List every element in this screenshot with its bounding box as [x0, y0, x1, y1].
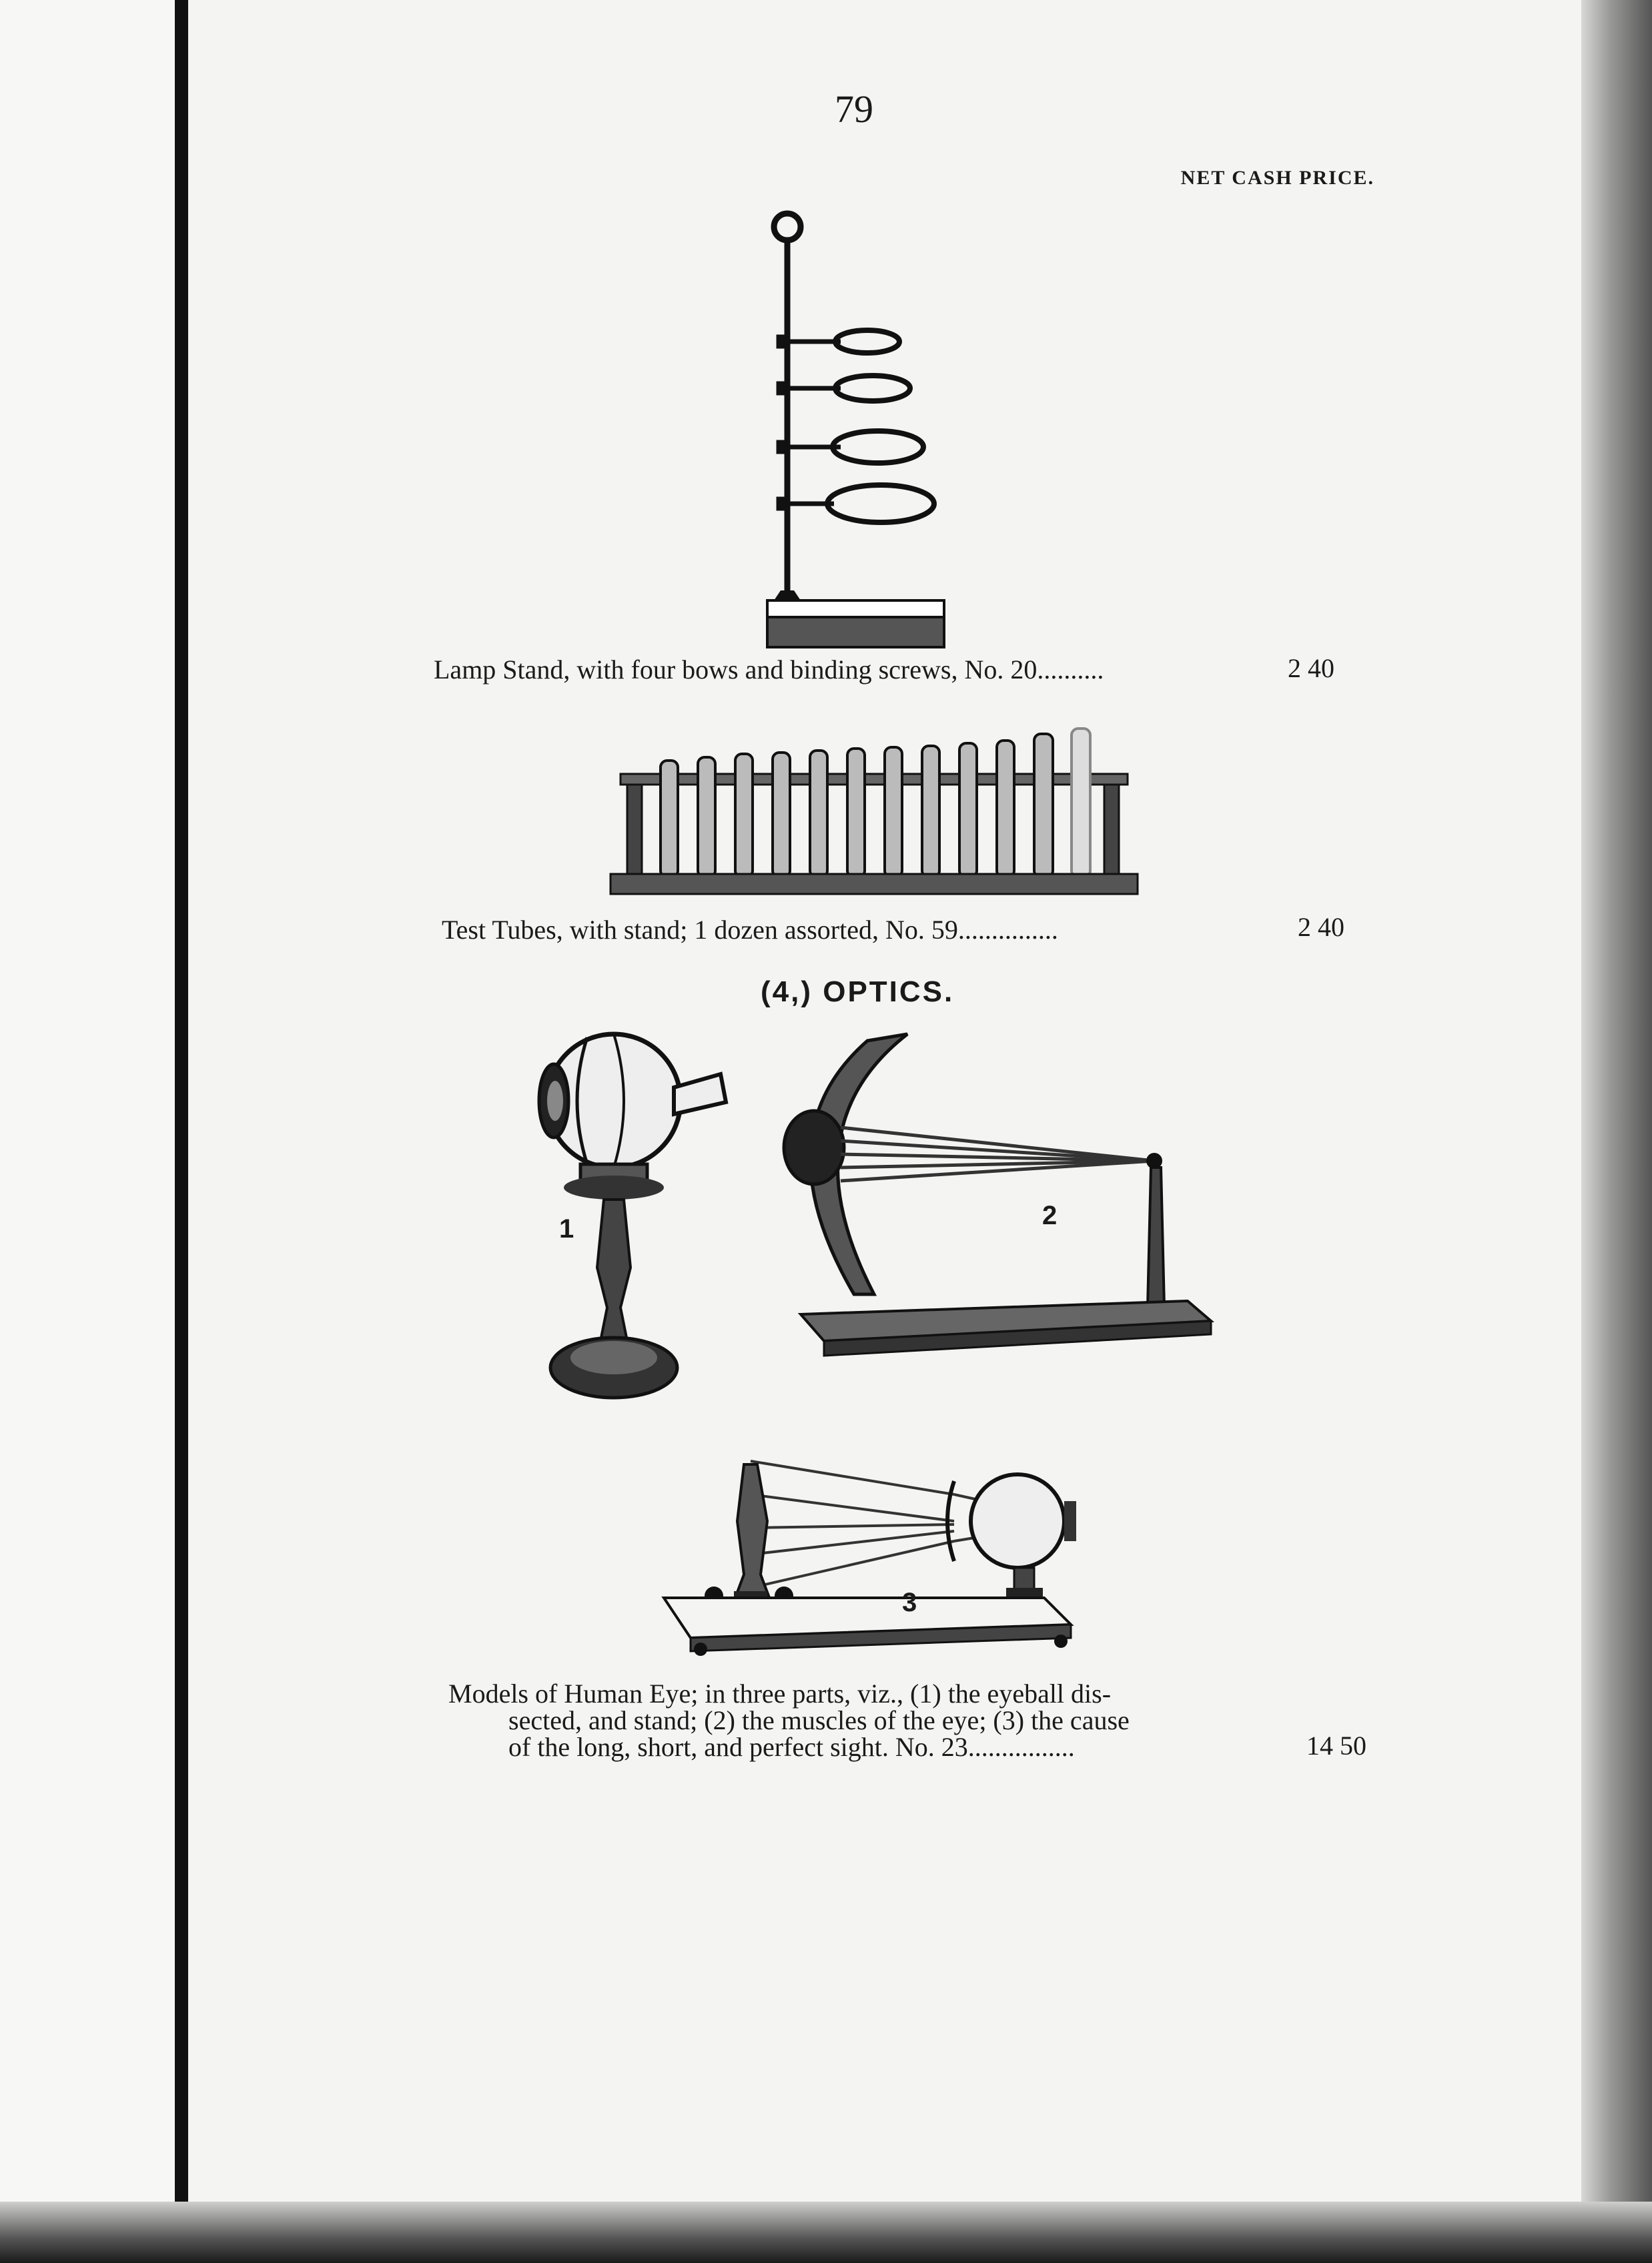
figure-label-2: 2	[1042, 1201, 1058, 1230]
scan-bottom-edge	[0, 2202, 1652, 2263]
eye-muscles-model-illustration	[774, 1027, 1214, 1361]
facing-page	[0, 0, 181, 2263]
test-tubes-description: Test Tubes, with stand; 1 dozen assorted, No. 59...............	[442, 915, 1058, 945]
lamp-stand-description: Lamp Stand, with four bows and binding screws, No. 20..........	[434, 654, 1104, 685]
figure-label-3: 3	[902, 1588, 917, 1617]
eye-models-price: 14 50	[1306, 1731, 1366, 1761]
section-heading: (4,) OPTICS.	[761, 975, 955, 1008]
eye-models-description-line-2: sected, and stand; (2) the muscles of the eye; (3) the cause	[508, 1705, 1130, 1735]
test-tubes-price: 2 40	[1298, 912, 1344, 942]
test-tube-rack-illustration	[607, 721, 1141, 901]
eye-models-description-line-3: of the long, short, and perfect sight. No. 23................	[508, 1732, 1075, 1762]
figure-label-1: 1	[559, 1214, 574, 1244]
eye-models-description-line-1: Models of Human Eye; in three parts, viz., (1) the eyeball dis-	[448, 1679, 1112, 1709]
book-gutter	[175, 0, 188, 2263]
column-header: NET CASH PRICE.	[1180, 167, 1374, 189]
sight-model-illustration	[661, 1448, 1088, 1661]
page-number: 79	[835, 87, 873, 131]
lamp-stand-illustration	[754, 207, 954, 647]
eyeball-model-illustration	[514, 1027, 734, 1408]
lamp-stand-price: 2 40	[1288, 653, 1334, 683]
page-edge-shadow	[1581, 0, 1652, 2263]
